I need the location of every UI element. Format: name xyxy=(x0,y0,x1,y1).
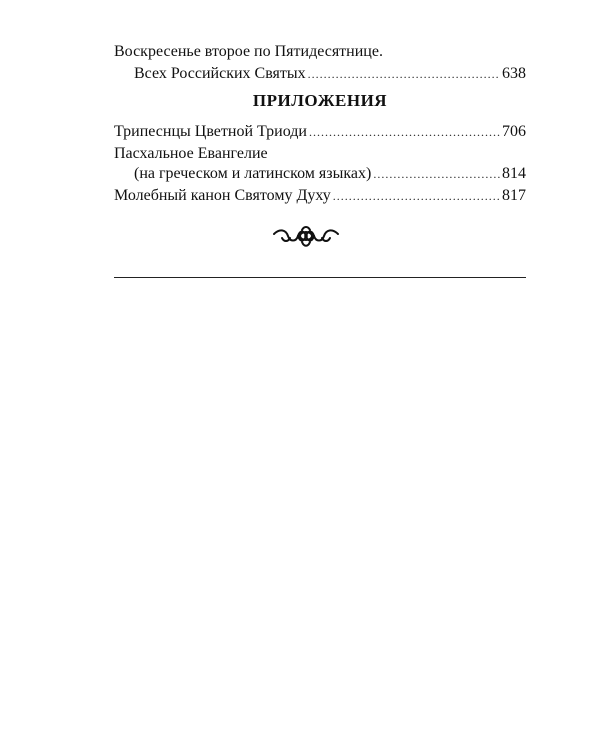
toc-entry-title: (на греческом и латинском языках) xyxy=(134,165,372,182)
toc-entry-paschal-gospel-line1 xyxy=(114,144,526,164)
toc-entry-title: Всех Российских Святых xyxy=(134,65,306,82)
toc-entry-title: Воскресенье второе по Пятидесятнице. xyxy=(114,43,383,60)
toc-entry-title: Трипеснцы Цветной Триоди xyxy=(114,123,307,140)
toc-entry-holy-spirit-canon xyxy=(114,186,526,206)
page-divider xyxy=(114,277,526,278)
leader-dots xyxy=(333,186,500,206)
section-heading-appendices: ПРИЛОЖЕНИЯ xyxy=(252,91,388,110)
toc-page-number: 817 xyxy=(502,187,526,204)
toc-entry-triodion-hymns xyxy=(114,122,526,142)
toc-entry-sunday-line1 xyxy=(114,42,526,62)
ornament-knot-icon xyxy=(272,222,340,252)
leader-dots xyxy=(308,64,500,84)
toc-page-number: 638 xyxy=(502,65,526,82)
toc-page-number: 706 xyxy=(502,123,526,140)
toc-page-number: 814 xyxy=(502,165,526,182)
toc-entry-paschal-gospel-line2 xyxy=(134,164,526,184)
leader-dots xyxy=(373,164,500,184)
toc-entry-all-russian-saints xyxy=(134,64,526,84)
leader-dots xyxy=(309,122,500,142)
toc-entry-title: Пасхальное Евангелие xyxy=(114,145,268,162)
toc-entry-title: Молебный канон Святому Духу xyxy=(114,187,331,204)
